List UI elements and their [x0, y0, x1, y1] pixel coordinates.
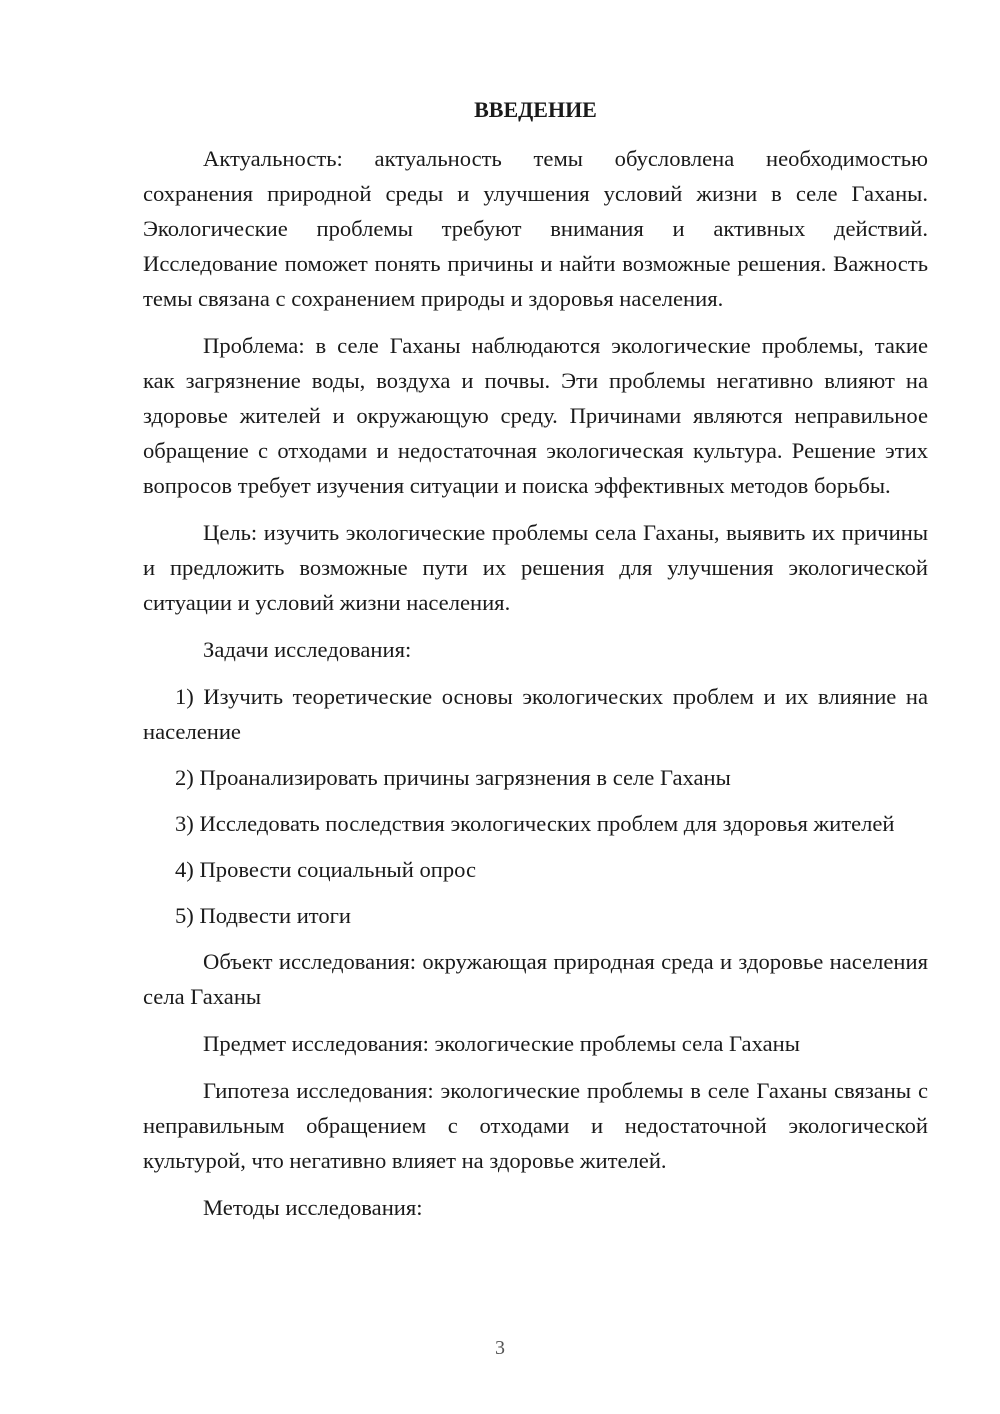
page-number: 3	[495, 1337, 505, 1359]
document-page	[143, 95, 928, 1237]
paragraph-problem: Проблема: в селе Гаханы наблюдаются экологические проблемы, такие как загрязнение воды, воздуха и почвы. Эти проблемы негативно влияют на здоровье жителей и окружающую среду. Причинами являются неправильное обращение с отходами и недостаточная экологическая культура. Решение этих вопросов требует изучения ситуации и поиска эффективных методов борьбы.	[143, 333, 928, 498]
task-item-1: 1) Изучить теоретические основы экологических проблем и их влияние на население	[143, 684, 928, 744]
paragraph-subject: Предмет исследования: экологические проблемы села Гаханы	[203, 1031, 800, 1056]
section-title: ВВЕДЕНИЕ	[474, 97, 597, 122]
task-item-2: 2) Проанализировать причины загрязнения в селе Гаханы	[175, 765, 731, 790]
paragraph-goal: Цель: изучить экологические проблемы села Гаханы, выявить их причины и предложить возможные пути их решения для улучшения экологической ситуации и условий жизни населения.	[143, 520, 928, 615]
task-list	[143, 679, 928, 933]
paragraph-tasks-heading: Задачи исследования:	[203, 637, 412, 662]
task-item-5: 5) Подвести итоги	[175, 903, 352, 928]
paragraph-methods-heading: Методы исследования:	[203, 1195, 423, 1220]
task-item-4: 4) Провести социальный опрос	[175, 857, 477, 882]
paragraph-object: Объект исследования: окружающая природная среда и здоровье населения села Гаханы	[143, 949, 928, 1009]
task-item-3: 3) Исследовать последствия экологических проблем для здоровья жителей	[175, 811, 895, 836]
paragraph-hypothesis: Гипотеза исследования: экологические проблемы в селе Гаханы связаны с неправильным обращением с отходами и недостаточной экологической культурой, что негативно влияет на здоровье жителей.	[143, 1078, 928, 1173]
paragraph-relevance: Актуальность: актуальность темы обусловлена необходимостью сохранения природной среды и улучшения условий жизни в селе Гаханы. Экологические проблемы требуют внимания и активных действий. Исследование поможет понять причины и найти возможные решения. Важность темы связана с сохранением природы и здоровья населения.	[143, 146, 928, 311]
